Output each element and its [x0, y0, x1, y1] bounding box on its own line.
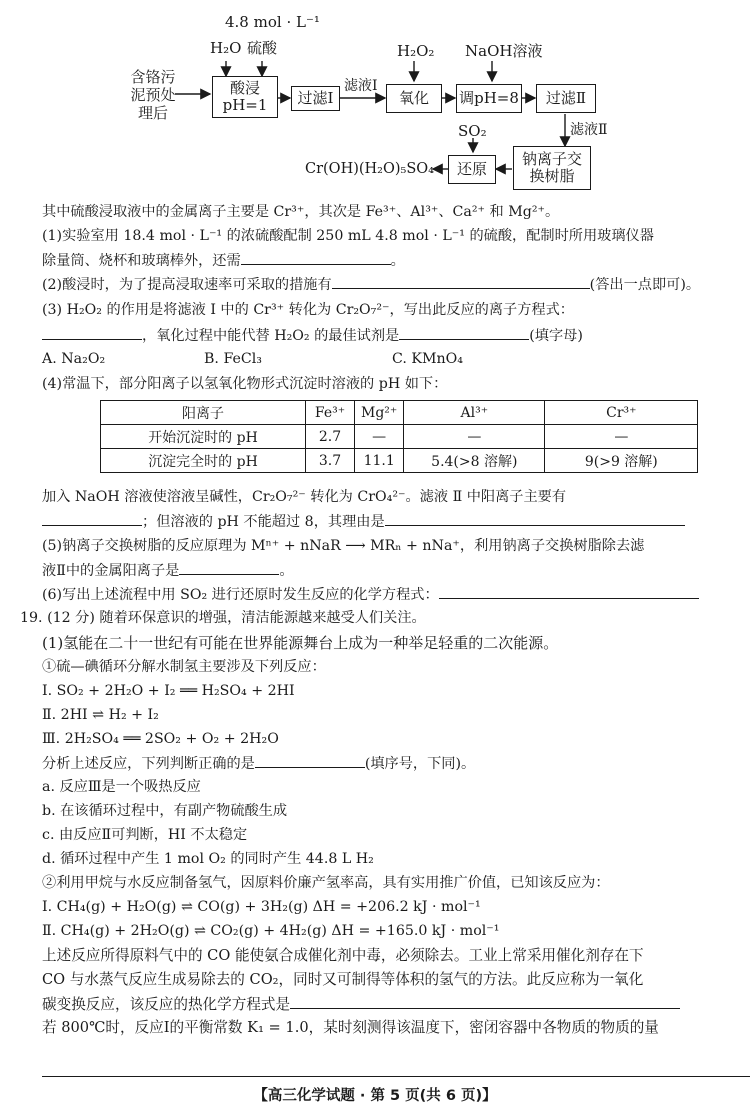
q19-sub1: ①硫—碘循环分解水制氢主要涉及下列反应： [42, 659, 326, 675]
answer-blank[interactable] [255, 753, 365, 768]
process-flowchart [130, 6, 610, 194]
q19-text-4: 若 800℃时，反应Ⅰ的平衡常数 K₁ = 1.0，某时刻测得该温度下，密闭容器中各物质的物质的量 [42, 1019, 659, 1036]
q19-text-3-content: 碳变换反应，该反应的热化学方程式是 [42, 996, 291, 1013]
box-ion-exchange [513, 146, 591, 190]
option-c: C. KMnO₄ [392, 351, 463, 367]
table-header-cell: Cr³⁺ [545, 401, 698, 425]
q18-part2-end: (答出一点即可)。 [589, 277, 701, 293]
q18-part6-text: (6)写出上述流程中用 SO₂ 进行还原时发生反应的化学方程式： [42, 587, 439, 603]
table-cell: — [404, 425, 545, 449]
box-oxidize: 氧化 [386, 84, 442, 113]
table-cell: 5.4(>8 溶解) [404, 449, 545, 473]
answer-blank[interactable] [42, 511, 142, 526]
table-cell: 开始沉淀时的 pH [101, 425, 306, 449]
filtrate-2-label: 滤液Ⅱ [570, 122, 608, 138]
box-acid-leach [212, 76, 278, 118]
choice-c: c. 由反应Ⅱ可判断，HI 不太稳定 [42, 827, 248, 843]
answer-blank[interactable] [385, 511, 685, 526]
table-header-cell: Mg²⁺ [355, 401, 404, 425]
reaction-3: Ⅲ. 2H₂SO₄ ══ 2SO₂ + O₂ + 2H₂O [42, 731, 279, 747]
answer-blank[interactable] [179, 560, 279, 575]
start-line-3: 理后 [137, 104, 168, 122]
box-acid-leach-line-2: pH=1 [222, 96, 268, 114]
q18-part6 [42, 584, 742, 605]
filtrate-1-label: 滤液Ⅰ [344, 78, 378, 94]
q18-part1-text: 除量筒、烧杯和玻璃棒外，还需 [42, 253, 241, 269]
q19-part1: (1)氢能在二十一世纪有可能在世界能源舞台上成为一种举足轻重的二次能源。 [42, 634, 559, 652]
q19-ask-end: (填序号，下同)。 [364, 756, 476, 772]
q18-part5-end: 。 [279, 563, 294, 579]
q18-part1-end: 。 [390, 253, 405, 269]
q18-intro: 其中硫酸浸取液中的金属离子主要是 Cr³⁺，其次是 Fe³⁺、Al³⁺、Ca²⁺ 和 Mg²⁺。 [42, 204, 560, 220]
page-footer: 【高三化学试题 · 第 5 页(共 6 页)】 [253, 1088, 497, 1104]
naoh-label: NaOH溶液 [465, 42, 543, 60]
equation-1: Ⅰ. CH₄(g) + H₂O(g) ⇌ CO(g) + 3H₂(g) ΔH = +206.2 kJ · mol⁻¹ [42, 899, 481, 915]
table-header-cell: Al³⁺ [404, 401, 545, 425]
box-reduce: 还原 [448, 155, 496, 184]
start-line-2: 泥预处 [130, 86, 176, 104]
q18-part4: (4)常温下，部分阳离子以氢氧化物形式沉淀时溶液的 pH 如下： [42, 376, 448, 392]
q19-ask [42, 753, 742, 774]
box-filter-1: 过滤Ⅰ [291, 86, 340, 111]
q19-heading: 19. (12 分) 随着环保意识的增强，清洁能源越来越受人们关注。 [20, 610, 426, 626]
table-header-cell: Fe³⁺ [306, 401, 355, 425]
q18-part5-line1: (5)钠离子交换树脂的反应原理为 Mⁿ⁺ + nNaR ⟶ MRₙ + nNa⁺，利用钠离子交换树脂除去滤 [42, 538, 645, 554]
option-b: B. FeCl₃ [204, 351, 262, 367]
box-acid-leach-line-1: 酸浸 [229, 79, 260, 97]
answer-blank[interactable] [241, 250, 391, 265]
q18-part1-line2 [42, 250, 742, 271]
q18-part3-end: (填字母) [529, 328, 583, 344]
answer-blank[interactable] [290, 994, 680, 1009]
product-label: Cr(OH)(H₂O)₅SO₄ [305, 161, 434, 177]
q18-part5-text: 液Ⅱ中的金属阳离子是 [42, 563, 180, 579]
so2-label: SO₂ [458, 122, 487, 140]
table-row [101, 425, 698, 449]
conc-label: 4.8 mol · L⁻¹ [225, 13, 320, 31]
footer-divider [42, 1076, 750, 1077]
start-line-1: 含铬污 [130, 68, 176, 86]
box-ion-exchange-line-2: 换树脂 [529, 167, 575, 185]
q18-part1-line1: (1)实验室用 18.4 mol · L⁻¹ 的浓硫酸配制 250 mL 4.8 mol · L⁻¹ 的硫酸，配制时所用玻璃仪器 [42, 228, 654, 244]
q18-part4-text: ；但溶液的 pH 不能超过 8，其理由是 [142, 514, 385, 530]
q18-part3-line2 [42, 325, 742, 346]
answer-blank[interactable] [332, 274, 590, 289]
table-header-cell: 阳离子 [101, 401, 306, 425]
q19-ask-text: 分析上述反应，下列判断正确的是 [42, 756, 255, 772]
q18-part2 [42, 274, 742, 295]
table-header-row [101, 401, 698, 425]
precipitation-ph-table [100, 400, 698, 473]
q18-part4-line2: 加入 NaOH 溶液使溶液呈碱性，Cr₂O₇²⁻ 转化为 CrO₄²⁻。滤液 Ⅱ 中阳离子主要有 [42, 489, 567, 505]
answer-blank[interactable] [439, 584, 699, 599]
table-cell: — [355, 425, 404, 449]
choice-b: b. 在该循环过程中，有副产物硫酸生成 [42, 803, 288, 819]
option-a: A. Na₂O₂ [42, 351, 106, 367]
table-cell: 9(>9 溶解) [545, 449, 698, 473]
box-filter-2: 过滤Ⅱ [536, 84, 596, 113]
table-cell: 11.1 [355, 449, 404, 473]
q18-part5-line2 [42, 560, 742, 581]
table-cell: 2.7 [306, 425, 355, 449]
q19-sub2: ②利用甲烷与水反应制备氢气，因原料价廉产氢率高，具有实用推广价值，已知该反应为： [42, 875, 610, 891]
table-cell: — [545, 425, 698, 449]
box-adjust-ph: 调pH=8 [456, 84, 522, 113]
answer-blank[interactable] [42, 325, 142, 340]
q18-part4-line3 [42, 511, 742, 532]
answer-blank[interactable] [399, 325, 529, 340]
equation-2: Ⅱ. CH₄(g) + 2H₂O(g) ⇌ CO₂(g) + 4H₂(g) ΔH = +165.0 kJ · mol⁻¹ [42, 923, 500, 939]
choice-d: d. 循环过程中产生 1 mol O₂ 的同时产生 44.8 L H₂ [42, 851, 374, 867]
choice-a: a. 反应Ⅲ是一个吸热反应 [42, 779, 201, 795]
start-material [130, 68, 176, 122]
h2o-label: H₂O [210, 39, 242, 57]
q18-part3-text: ，氧化过程中能代替 H₂O₂ 的最佳试剂是 [142, 328, 400, 344]
box-ion-exchange-line-1: 钠离子交 [521, 150, 582, 168]
reaction-1: Ⅰ. SO₂ + 2H₂O + I₂ ══ H₂SO₄ + 2HI [42, 683, 295, 699]
q19-text-3 [42, 994, 742, 1015]
acid-label: 硫酸 [247, 39, 278, 57]
q19-text-1: 上述反应所得原料气中的 CO 能使氨合成催化剂中毒，必须除去。工业上常采用催化剂存在下 [42, 947, 644, 964]
h2o2-label: H₂O₂ [397, 42, 435, 60]
table-row [101, 449, 698, 473]
table-cell: 3.7 [306, 449, 355, 473]
q18-part3-line1: (3) H₂O₂ 的作用是将滤液 Ⅰ 中的 Cr³⁺ 转化为 Cr₂O₇²⁻，写出此反应的离子方程式： [42, 302, 574, 318]
q19-text-2: CO 与水蒸气反应生成易除去的 CO₂，同时又可制得等体积的氢气的方法。此反应称为一氧化 [42, 971, 644, 988]
reaction-2: Ⅱ. 2HI ⇌ H₂ + I₂ [42, 707, 159, 723]
table-cell: 沉淀完全时的 pH [101, 449, 306, 473]
q18-part2-text: (2)酸浸时，为了提高浸取速率可采取的措施有 [42, 277, 332, 293]
